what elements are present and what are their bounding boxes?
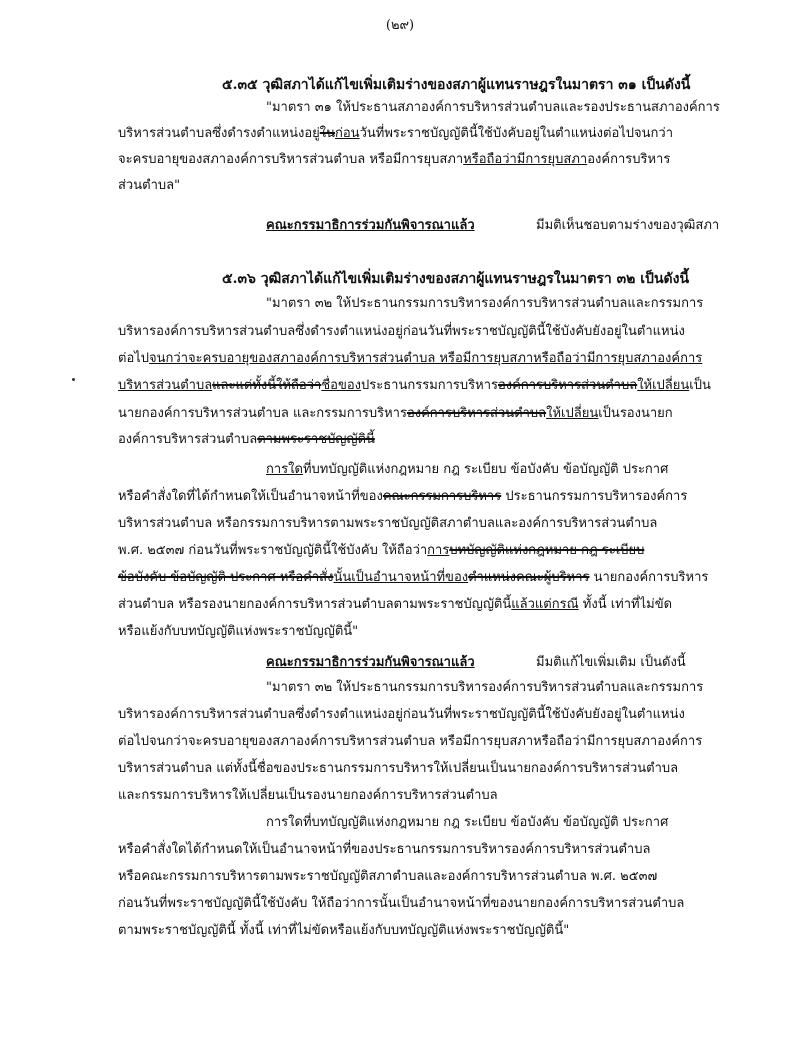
sec36-rev-p2-line-1: การใดที่บทบัญญัติแห่งกฎหมาย กฎ ระเบียบ ข้อบังคับ ข้อบัญญัติ ประกาศ	[266, 815, 669, 830]
section-35-heading: ๕.๓๕ วุฒิสภาได้แก้ไขเพิ่มเติมร่างของสภาผู้แทนราษฎรในมาตรา ๓๑ เป็นดังนี้	[222, 77, 691, 93]
sec36-committee	[266, 651, 686, 672]
sec36-rev-p2-line-5: ตามพระราชบัญญัตินี้ ทั้งนี้ เท่าที่ไม่ขัดหรือแย้งกับบทบัญญัติแห่งพระราชบัญญัตินี้"	[118, 923, 570, 938]
sec36-p2-line-7: หรือแย้งกับบทบัญญัติแห่งพระราชบัญญัตินี้"	[118, 624, 359, 639]
sec36-p1-line-3: ต่อไปจนกว่าจะครบอายุของสภาองค์การบริหารส่วนตำบล หรือมีการยุบสภาหรือถือว่ามีการยุบสภาองค์การ	[118, 351, 703, 366]
sec36-rev-line-2: บริหารองค์การบริหารส่วนตำบลซึ่งดำรงตำแหน่งอยู่ก่อนวันที่พระราชบัญญัตินี้ใช้บังคับยังอยู่ในตำแหน่ง	[118, 707, 685, 722]
sec36-p1-line-6: องค์การบริหารส่วนตำบลตามพระราชบัญญัตินี้	[118, 432, 375, 447]
deleted-text: องค์การบริหารส่วนตำบล	[406, 406, 547, 421]
inserted-text: จนกว่าจะครบอายุของสภาองค์การบริหารส่วนตำบล หรือมีการยุบสภาหรือถือว่ามีการยุบสภาองค์การ	[149, 351, 703, 366]
sec36-rev-p2-line-2: หรือคำสั่งใดได้กำหนดให้เป็นอำนาจหน้าที่ของประธานกรรมการบริหารองค์การบริหารส่วนตำบล	[118, 842, 651, 857]
sec35-line-2: บริหารส่วนตำบลซึ่งดำรงตำแหน่งอยู่ในก่อนวันที่พระราชบัญญัตินี้ใช้บังคับอยู่ในตำแหน่งต่อไปจนกว่า	[118, 126, 674, 141]
committee-label: คณะกรรมาธิการร่วมกันพิจารณาแล้ว	[266, 218, 475, 233]
deleted-text: องค์การบริหารส่วนตำบล	[498, 378, 638, 393]
committee-opinion: มีมติเห็นชอบตามร่างของวุฒิสภา	[536, 218, 720, 233]
page-number: (๒๙)	[385, 18, 415, 33]
sec35-committee	[266, 214, 720, 235]
sec36-rev-line-4: บริหารส่วนตำบล แต่ทั้งนี้ชื่อของประธานกรรมการบริหารให้เปลี่ยนเป็นนายกองค์การบริหารส่วนตำบล	[118, 761, 679, 776]
sec36-rev-line-3: ต่อไปจนกว่าจะครบอายุของสภาองค์การบริหารส่วนตำบล หรือมีการยุบสภาหรือถือว่ามีการยุบสภาองค์การ	[118, 734, 703, 749]
committee-label: คณะกรรมาธิการร่วมกันพิจารณาแล้ว	[266, 655, 475, 670]
sec36-p2-line-5: ข้อบังคับ ข้อบัญญัติ ประกาศ หรือคำสั่งนั้นเป็นอำนาจหน้าที่ของตำแหน่งคณะผู้บริหาร นายกองค์การบริหาร	[118, 570, 709, 585]
inserted-text: ก่อน	[335, 126, 360, 141]
sec36-rev-p2-line-3: หรือคณะกรรมการบริหารตามพระราชบัญญัติสภาตำบลและองค์การบริหารส่วนตำบล พ.ศ. ๒๕๓๗	[118, 869, 658, 884]
deleted-text: บทบัญญัติแห่งกฎหมาย กฎ ระเบียบ	[449, 543, 645, 558]
sec35-line-4: ส่วนตำบล"	[118, 178, 181, 193]
sec36-p2-line-6: ส่วนตำบล หรือรองนายกองค์การบริหารส่วนตำบลตามพระราชบัญญัตินี้แล้วแต่กรณี ทั้งนี้ เท่าที่ไม่ขัด	[118, 597, 673, 612]
deleted-text: และแต่ทั้งนี้ให้ถือว่า	[212, 378, 322, 393]
sec36-p1-line-1: "มาตรา ๓๒ ให้ประธานกรรมการบริหารองค์การบริหารส่วนตำบลและกรรมการ	[266, 296, 704, 311]
sec35-line-3: จะครบอายุของสภาองค์การบริหารส่วนตำบล หรือมีการยุบสภาหรือถือว่ามีการยุบสภาองค์การบริหาร	[118, 152, 671, 167]
sec36-p1-line-4: บริหารส่วนตำบลและแต่ทั้งนี้ให้ถือว่าชื่อของประธานกรรมการบริหารองค์การบริหารส่วนตำบลให้เปลี่ยนเป็น	[118, 378, 711, 393]
deleted-text: คณะกรรมการบริหาร	[382, 489, 502, 504]
committee-opinion: มีมติแก้ไขเพิ่มเติม เป็นดังนี้	[536, 655, 686, 670]
sec36-p2-line-4: พ.ศ. ๒๕๓๗ ก่อนวันที่พระราชบัญญัตินี้ใช้บังคับ ให้ถือว่าการบทบัญญัติแห่งกฎหมาย กฎ ระเบียบ	[118, 543, 645, 558]
deleted-text: ใน	[319, 126, 335, 141]
sec36-rev-p2-line-4: ก่อนวันที่พระราชบัญญัตินี้ใช้บังคับ ให้ถือว่าการนั้นเป็นอำนาจหน้าที่ของนายกองค์การบริหารส่วนตำบล	[118, 896, 685, 911]
sec36-p2-line-2: หรือคำสั่งใดที่ได้กำหนดให้เป็นอำนาจหน้าที่ของคณะกรรมการบริหาร ประธานกรรมการบริหารองค์การ	[118, 489, 688, 504]
scan-speck	[72, 378, 75, 381]
sec36-p2-line-3: บริหารส่วนตำบล หรือกรรมการบริหารตามพระราชบัญญัติสภาตำบลและองค์การบริหารส่วนตำบล	[118, 516, 658, 531]
sec35-line-1: "มาตรา ๓๑ ให้ประธานสภาองค์การบริหารส่วนตำบลและรองประธานสภาองค์การ	[266, 100, 720, 115]
sec36-p1-line-2: บริหารองค์การบริหารส่วนตำบลซึ่งดำรงตำแหน่งอยู่ก่อนวันที่พระราชบัญญัตินี้ใช้บังคับยังอยู่ในตำแหน่ง	[118, 324, 685, 339]
deleted-text: ตำแหน่งคณะผู้บริหาร	[468, 570, 590, 585]
sec36-rev-line-1: "มาตรา ๓๒ ให้ประธานกรรมการบริหารองค์การบริหารส่วนตำบลและกรรมการ	[266, 680, 704, 695]
deleted-text: ข้อบังคับ ข้อบัญญัติ ประกาศ หรือคำสั่ง	[118, 570, 334, 585]
section-36-heading: ๕.๓๖ วุฒิสภาได้แก้ไขเพิ่มเติมร่างของสภาผู้แทนราษฎรในมาตรา ๓๒ เป็นดังนี้	[222, 271, 690, 287]
sec36-p2-line-1: การใดที่บทบัญญัติแห่งกฎหมาย กฎ ระเบียบ ข้อบังคับ ข้อบัญญัติ ประกาศ	[266, 462, 669, 477]
deleted-text: ตามพระราชบัญญัตินี้	[257, 432, 375, 447]
sec36-rev-line-5: และกรรมการบริหารให้เปลี่ยนเป็นรองนายกองค์การบริหารส่วนตำบล	[118, 788, 498, 803]
inserted-text: หรือถือว่ามีการยุบสภา	[463, 152, 588, 167]
sec36-p1-line-5: นายกองค์การบริหารส่วนตำบล และกรรมการบริหารองค์การบริหารส่วนตำบลให้เปลี่ยนเป็นรองนายก	[118, 406, 673, 421]
